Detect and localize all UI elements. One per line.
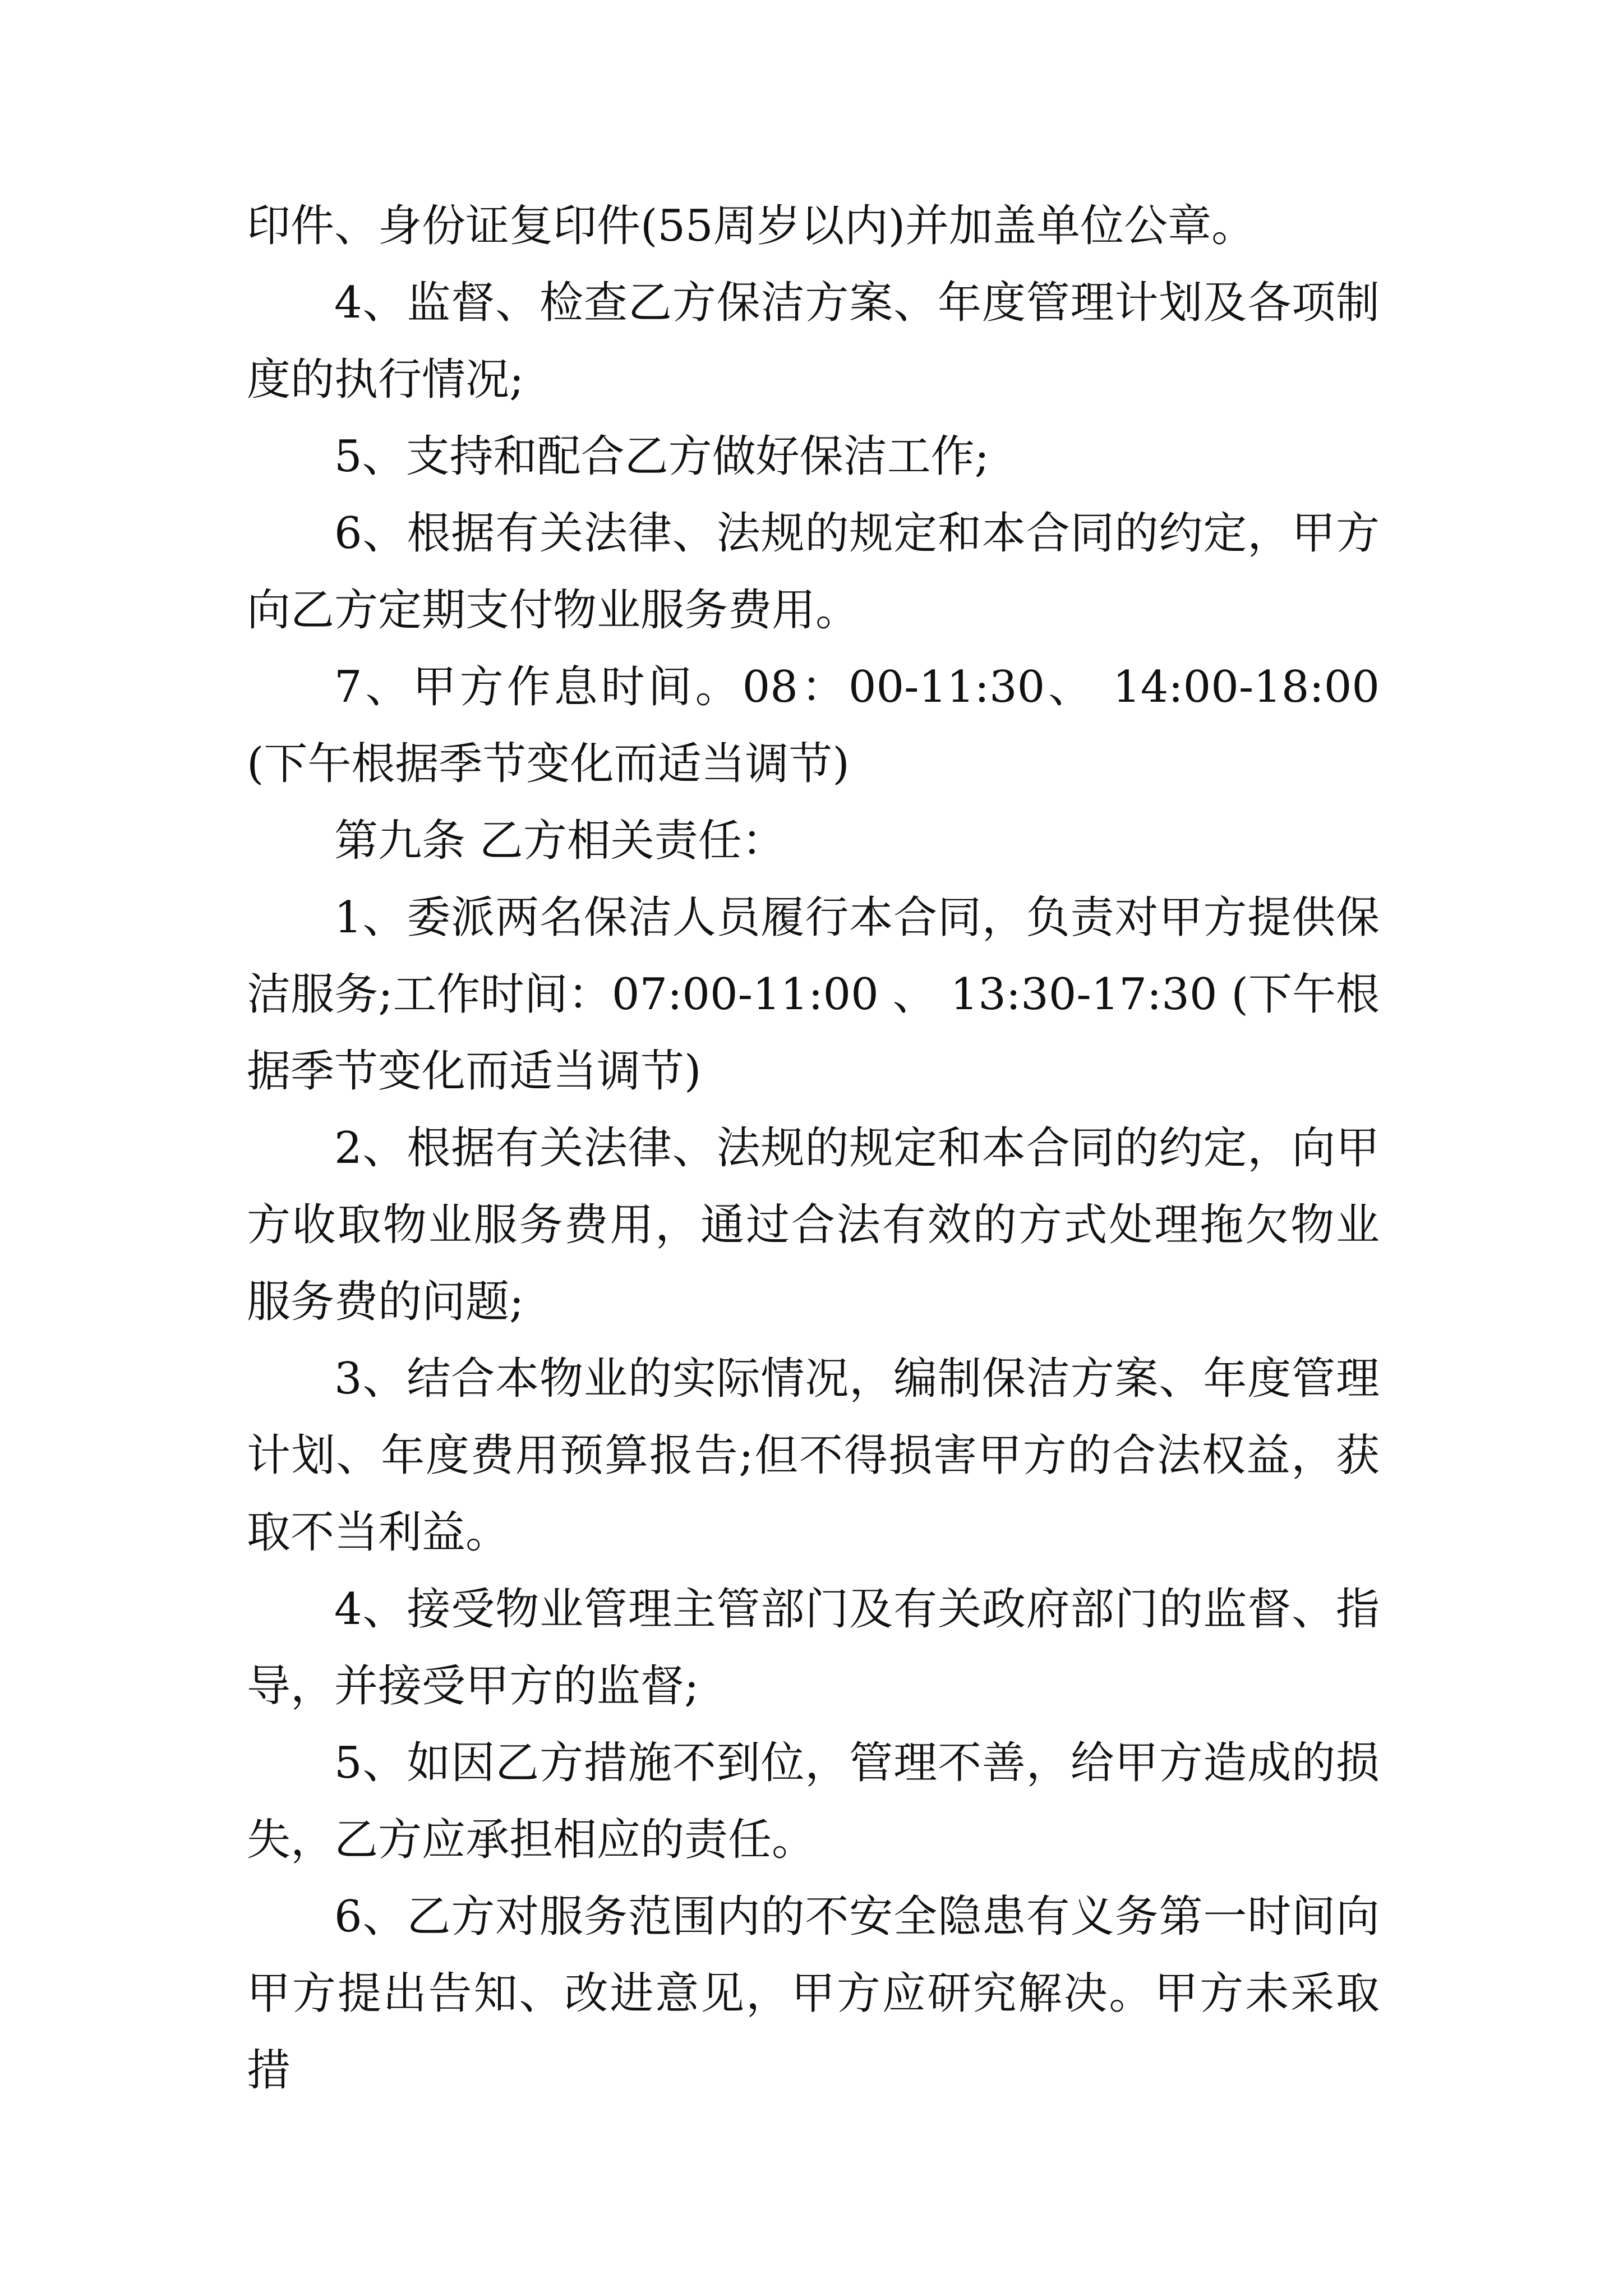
paragraph-clause-9-5: 5、如因乙方措施不到位，管理不善，给甲方造成的损失，乙方应承担相应的责任。: [247, 1738, 1380, 1865]
paragraph-clause-9-1: 1、委派两名保洁人员履行本合同，负责对甲方提供保洁服务;工作时间：07:00-11:00 、 13:30-17:30 (下午根据季节变化而适当调节): [247, 892, 1380, 1097]
paragraph-continuation: 印件、身份证复印件(55周岁以内)并加盖单位公章。: [247, 201, 1256, 251]
paragraph-clause-8-4: 4、监督、检查乙方保洁方案、年度管理计划及各项制度的执行情况;: [247, 278, 1380, 405]
paragraph-clause-9-2: 2、根据有关法律、法规的规定和本合同的约定，向甲方收取物业服务费用，通过合法有效的方式处理拖欠物业服务费的问题;: [247, 1123, 1380, 1327]
paragraph-clause-8-5: 5、支持和配合乙方做好保洁工作;: [334, 431, 989, 482]
paragraph-clause-9-4: 4、接受物业管理主管部门及有关政府部门的监督、指导，并接受甲方的监督;: [247, 1584, 1380, 1711]
paragraph-clause-8-6: 6、根据有关法律、法规的规定和本合同的约定，甲方向乙方定期支付物业服务费用。: [247, 508, 1380, 636]
paragraph-clause-9-6: 6、乙方对服务范围内的不安全隐患有义务第一时间向甲方提出告知、改进意见，甲方应研究解决。甲方未采取措: [247, 1892, 1380, 2096]
document-body: [247, 188, 1380, 2109]
paragraph-clause-8-7: 7、甲方作息时间。08：00-11:30、 14:00-18:00(下午根据季节变化而适当调节): [247, 662, 1380, 789]
paragraph-clause-9-3: 3、结合本物业的实际情况，编制保洁方案、年度管理计划、年度费用预算报告;但不得损害甲方的合法权益，获取不当利益。: [247, 1354, 1380, 1558]
section-heading-article-9: 第九条 乙方相关责任：: [334, 816, 786, 866]
